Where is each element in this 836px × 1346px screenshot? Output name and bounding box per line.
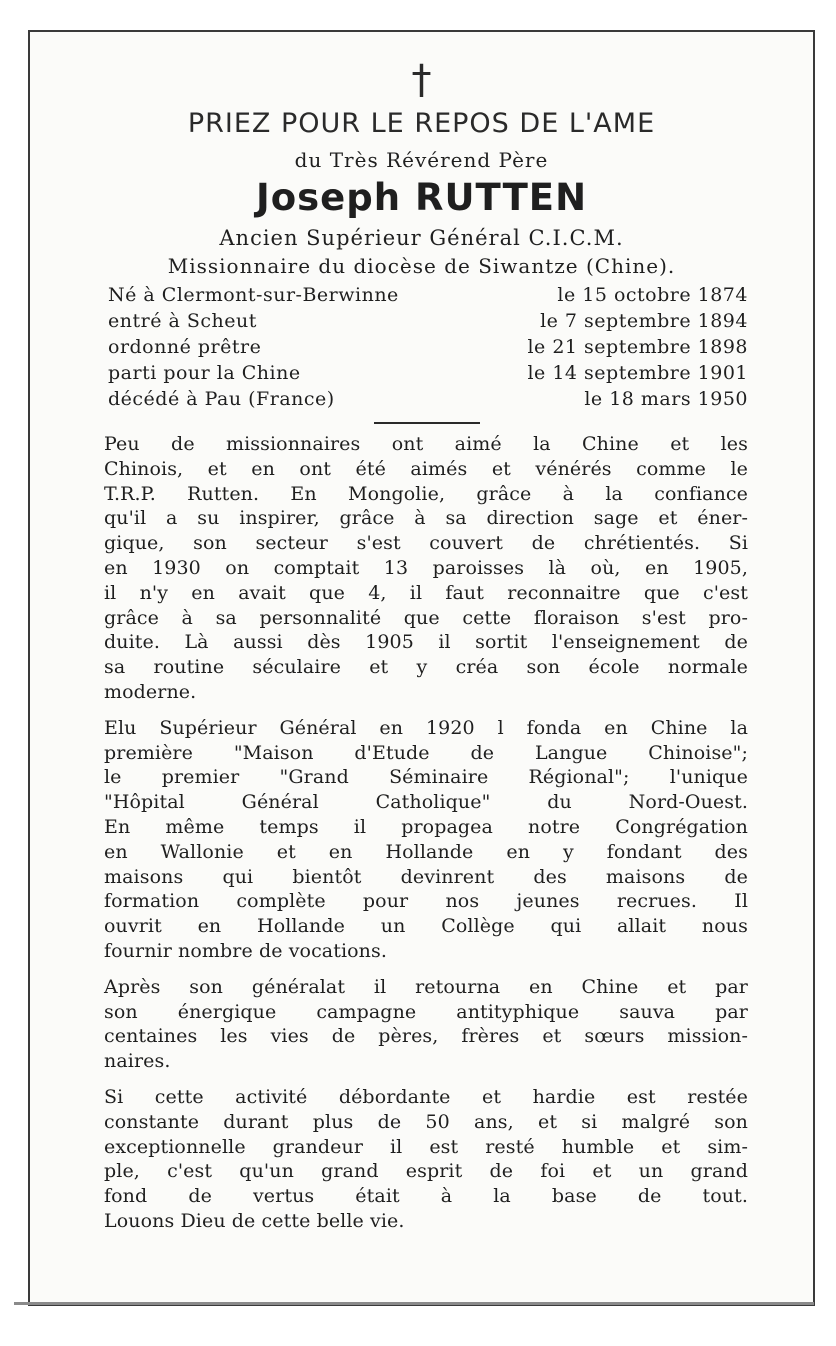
text-line: maisons qui bientôt devinrent des maisons de [104,865,748,888]
text-line: exceptionnelle grandeur il est resté humble et sim- [104,1135,748,1158]
text-line: son énergique campagne antityphique sauva par [104,1000,748,1023]
fact-label: entré à Scheut [108,310,257,332]
title-line: Ancien Supérieur Général C.I.C.M. [219,226,624,250]
fact-label: Né à Clermont-sur-Berwinne [108,284,399,306]
text-line: Peu de missionnaires ont aimé la Chine et les [104,433,748,455]
text-line: Si cette activité débordante et hardie est restée [104,1085,748,1108]
deceased-name: Joseph RUTTEN [255,176,588,219]
fact-label: décédé à Pau (France) [108,388,335,410]
text-line: ouvrit en Hollande un Collège qui allait nous [104,915,748,938]
eulogy-paragraph [104,432,748,705]
text-line: gique, son secteur s'est couvert de chrétientés. Si [104,532,748,555]
text-line: centaines les vies de pères, frères et sœurs mission- [104,1025,748,1048]
eulogy-paragraph [104,716,748,964]
text-line: Elu Supérieur Général en 1920 l fonda en Chine la [104,716,748,739]
divider-rule [374,422,480,424]
mission-line: Missionnaire du diocèse de Siwantze (Chine). [167,254,676,278]
fact-date: le 18 mars 1950 [584,388,748,410]
text-line: Après son généralat il retourna en Chine et par [104,975,748,998]
text-line: ple, c'est qu'un grand esprit de foi et un grand [104,1160,748,1183]
card-shadow [14,1302,814,1305]
text-line: fournir nombre de vocations. [104,939,388,962]
text-line: fond de vertus était à la base de tout. [104,1185,748,1208]
card-heading: PRIEZ POUR LE REPOS DE L'AME [187,108,656,139]
text-line: première "Maison d'Etude de Langue Chinoise"; [104,741,748,764]
cross-icon: † [411,57,432,103]
text-line: il n'y en avait que 4, il faut reconnaitre que c'est [104,581,748,604]
text-line: le premier "Grand Séminaire Régional"; l'unique [104,766,748,789]
text-line: T.R.P. Rutten. En Mongolie, grâce à la confiance [104,482,748,505]
eulogy-paragraph [104,1085,748,1234]
text-line: moderne. [104,680,197,703]
fact-row [108,360,748,386]
eulogy-paragraph [104,975,748,1074]
text-line: Chinois, et en ont été aimés et vénérés comme le [104,457,748,480]
text-line: constante durant plus de 50 ans, et si malgré son [104,1110,748,1133]
text-line: "Hôpital Général Catholique" du Nord-Ouest. [104,791,748,814]
preface-line: du Très Révérend Père [294,148,549,172]
fact-row [108,282,748,308]
text-line: En même temps il propagea notre Congrégation [104,815,748,838]
text-line: en Wallonie et en Hollande en y fondant des [104,840,748,863]
text-line: formation complète pour nos jeunes recrues. Il [104,890,748,913]
fact-row [108,386,748,412]
fact-label: parti pour la Chine [108,362,301,384]
fact-date: le 15 octobre 1874 [557,284,748,306]
fact-row [108,334,748,360]
fact-date: le 7 septembre 1894 [540,310,748,332]
text-line: duite. Là aussi dès 1905 il sortit l'enseignement de [104,631,748,654]
fact-row [108,308,748,334]
fact-date: le 21 septembre 1898 [527,336,748,358]
text-line: qu'il a su inspirer, grâce à sa direction sage et éner- [104,507,748,530]
fact-label: ordonné prêtre [108,336,262,358]
text-line: sa routine séculaire et y créa son école normale [104,656,748,679]
memorial-card [28,30,815,1306]
text-line: en 1930 on comptait 13 paroisses là où, en 1905, [104,556,748,579]
biography-facts [108,282,748,412]
text-line: Louons Dieu de cette belle vie. [104,1209,405,1232]
fact-date: le 14 septembre 1901 [527,362,748,384]
eulogy-text [104,432,748,1245]
text-line: grâce à sa personnalité que cette floraison s'est pro- [104,606,748,629]
text-line: naires. [104,1050,171,1073]
